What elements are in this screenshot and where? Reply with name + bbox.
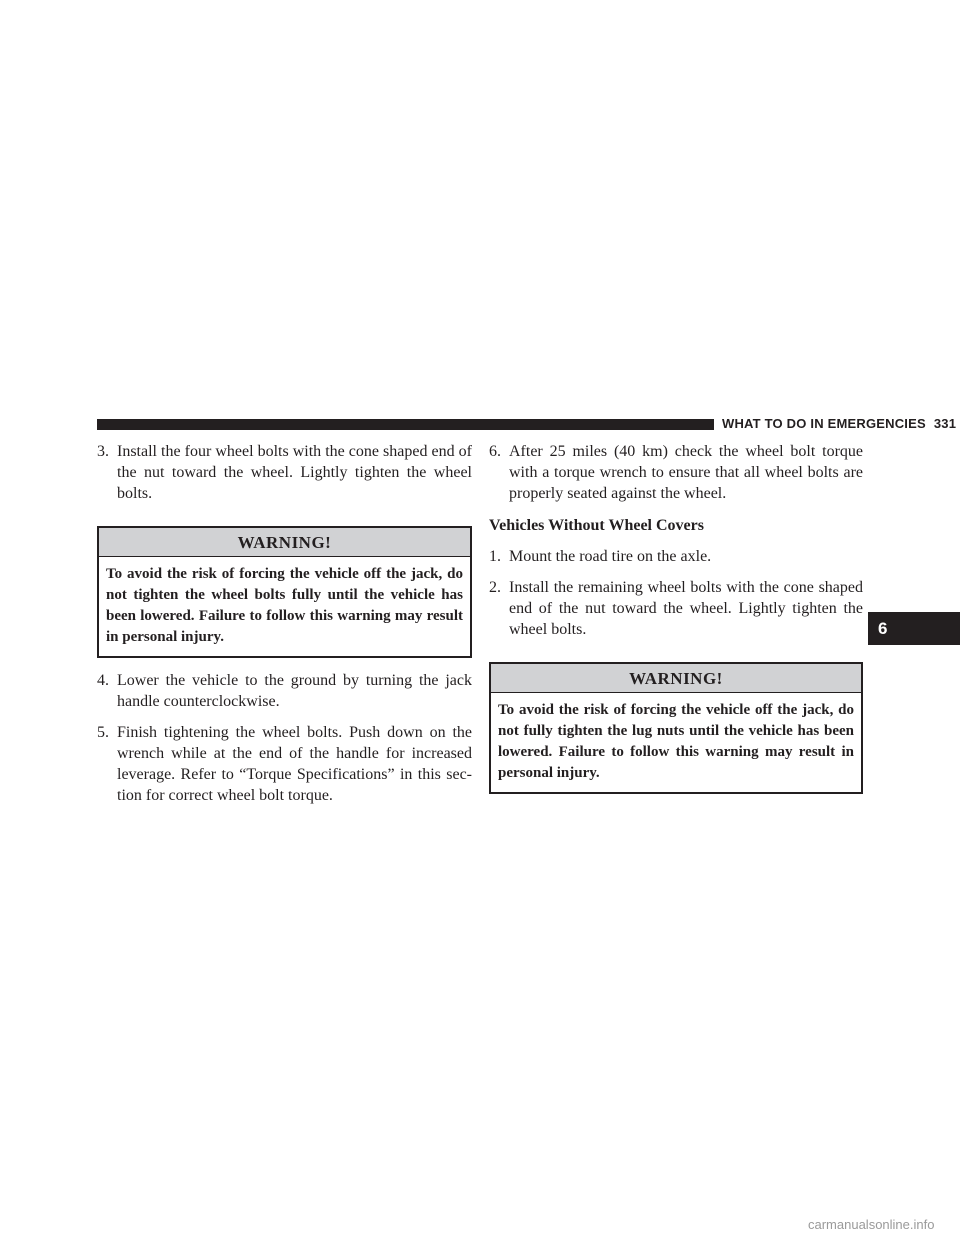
step-5 [97, 722, 472, 806]
step-1 [489, 546, 863, 567]
step-text: Install the four wheel bolts with the cone shaped end of the nut toward the wheel. Lightly tighten the wheel bolts. [117, 443, 472, 502]
left-column [97, 441, 472, 806]
step-number: 6. [489, 443, 501, 460]
step-text: Install the remaining wheel bolts with the cone shaped end of the nut toward the wheel. Lightly tighten the wheel bolts. [509, 579, 863, 638]
step-number: 4. [97, 672, 109, 689]
step-number: 2. [489, 579, 501, 596]
section-title: WHAT TO DO IN EMERGENCIES [722, 416, 926, 431]
step-number: 3. [97, 443, 109, 460]
watermark: carmanualsonline.info [808, 1217, 935, 1232]
step-text: After 25 miles (40 km) check the wheel bolt torque with a torque wrench to ensure that all wheel bolts are properly seated against the wheel. [509, 443, 863, 502]
header-rule [97, 419, 714, 430]
warning-box [97, 526, 472, 658]
section-subheading: Vehicles Without Wheel Covers [489, 517, 704, 534]
running-header [722, 416, 956, 431]
step-text: Lower the vehicle to the ground by turning the jack handle counterclockwise. [117, 672, 472, 710]
warning-box [489, 662, 863, 794]
chapter-tab: 6 [868, 612, 960, 645]
warning-text: To avoid the risk of forcing the vehicle off the jack, do not fully tighten the lug nuts until the vehicle has been lowered. Failure to follow this warning may result in personal injury. [498, 702, 854, 781]
right-column [489, 441, 863, 806]
step-3 [97, 441, 472, 504]
warning-text: To avoid the risk of forcing the vehicle off the jack, do not tighten the wheel bolts fully until the vehicle has been lowered. Failure to follow this warning may result in personal injury. [106, 566, 463, 645]
step-text: Mount the road tire on the axle. [509, 548, 712, 565]
step-text: Finish tightening the wheel bolts. Push down on the wrench while at the end of the handle for increased leverage. Refer to “Torque Specifications” in this sec- tion for correct wheel bolt torque. [117, 724, 472, 804]
warning-title: WARNING! [99, 528, 470, 557]
step-number: 5. [97, 724, 109, 741]
page-number: 331 [933, 416, 957, 431]
step-2 [489, 577, 863, 640]
step-4 [97, 670, 472, 712]
step-6 [489, 441, 863, 504]
step-number: 1. [489, 548, 501, 565]
warning-title: WARNING! [491, 664, 861, 693]
